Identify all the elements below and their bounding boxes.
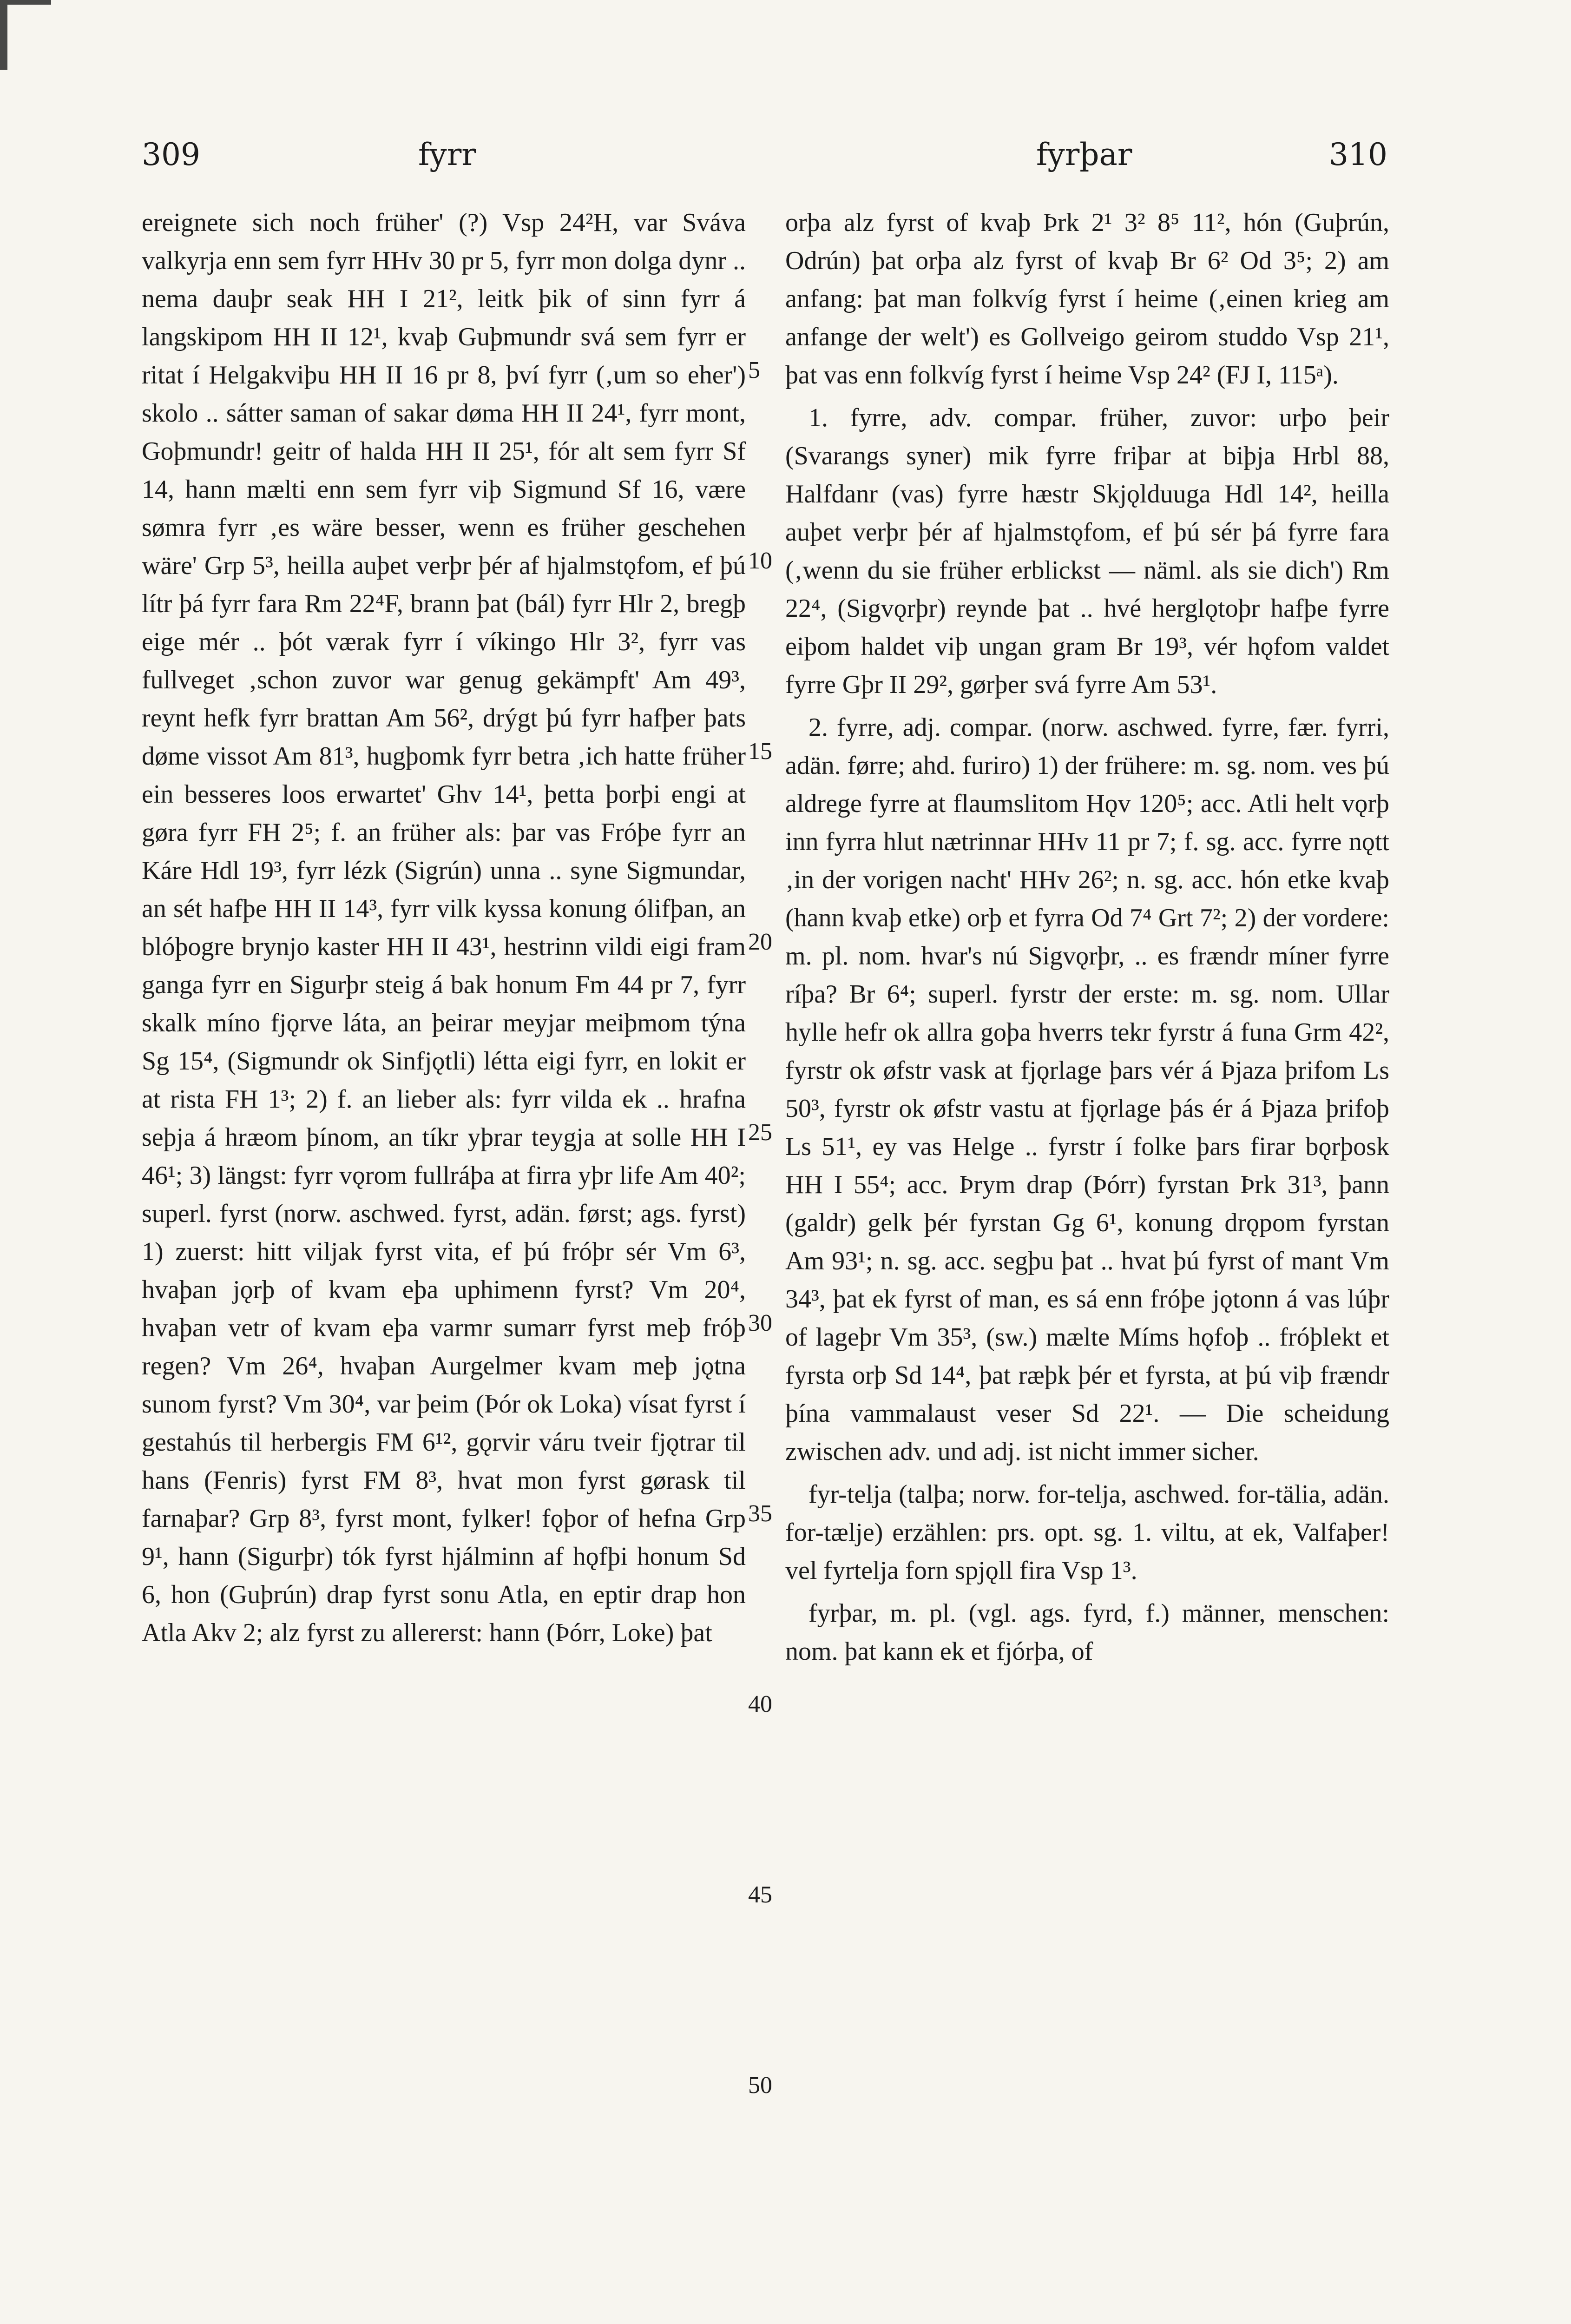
entry-fyr-telja: fyr-telja (talþa; norw. for-telja, aschwed. for-tälia, adän. for-tælje) erzählen: prs. opt. sg. 1. viltu, at ek, Valfaþer! vel fyrtelja forn spjǫll fira Vsp 1³. <box>785 1480 1389 1585</box>
line-number: 10 <box>748 548 772 574</box>
line-number: 15 <box>748 738 772 765</box>
left-column-paragraph: ereignete sich noch früher' (?) Vsp 24²H, var Sváva valkyrja enn sem fyrr HHv 30 pr 5, fyrr mon dolga dynr .. nema dauþr seak HH I 21², leitk þik of sinn fyrr á langskipom HH II 12¹, kvaþ Guþmundr svá sem fyrr er ritat í Helgakviþu HH II 16 pr 8, því fyrr (‚um so eher') skolo .. sátter saman of sakar døma HH II 24¹, fyrr mont, Goþmundr! geitr of halda HH II 25¹, fór alt sem fyrr Sf 14, hann mælti enn sem fyrr viþ Sigmund Sf 16, være sømra fyrr ‚es wäre besser, wenn es früher geschehen wäre' Grp 5³, heilla auþet verþr þér af hjalmstǫfom, ef þú lítr þá fyrr fara Rm 22⁴F, brann þat (bál) fyrr Hlr 2, bregþ eige mér .. þót værak fyrr í víkingo Hlr 3², fyrr vas fullveget ‚schon zuvor war genug gekämpft' Am 49³, reynt hefk fyrr brattan Am 56², drýgt þú fyrr hafþer þats døme vissot Am 81³, hugþomk fyrr betra ‚ich hatte früher ein besseres loos erwartet' Ghv 14¹, þetta þorþi engi at gøra fyrr FH 2⁵; f. an früher als: þar vas Fróþe fyrr an Káre Hdl 19³, fyrr lézk (Sigrún) unna .. syne Sigmundar, an sét hafþe HH II 14³, fyrr vilk kyssa konung ólifþan, an blóþogre brynjo kaster HH II 43¹, hestrinn vildi eigi fram ganga fyrr en Sigurþr steig á bak honum Fm 44 pr 7, fyrr skalk míno fjǫrve láta, an þeirar meyjar meiþmom týna Sg 15⁴, (Sigmundr ok Sinfjǫtli) létta eigi fyrr, en lokit er at rista FH 1³; 2) f. an lieber als: fyrr vilda ek .. hrafna seþja á hræom þínom, an tíkr yþrar teygja at solle HH I 46¹; 3) längst: fyrr vǫrom fullráþa at firra yþr life Am 40²; superl. fyrst (norw. aschwed. fyrst, adän. først; ags. fyrst) 1) zuerst: hitt viljak fyrst vita, ef þú fróþr sér Vm 6³, hvaþan jǫrþ of kvam eþa uphimenn fyrst? Vm 20⁴, hvaþan vetr of kvam eþa varmr sumarr fyrst meþ fróþ regen? Vm 26⁴, hvaþan Aurgelmer kvam meþ jǫtna sunom fyrst? Vm 30⁴, var þeim (Þór ok Loka) vísat fyrst í gestahús til herbergis FM 6¹², gǫrvir váru tveir fjǫtrar til hans (Fenris) fyrst FM 8³, hvat mon fyrst gørask til farnaþar? Grp 8³, fyrst mont, fylker! fǫþor of hefna Grp 9¹, hann (Sigurþr) tók fyrst hjálminn af hǫfþi honum Sd 6, hon (Guþrún) drap fyrst sonu Atla, en eptir drap hon Atla Akv 2; alz fyrst zu allererst: hann (Þórr, Loke) þat <box>142 208 746 1647</box>
entry-fyrre-adjective: 2. fyrre, adj. compar. (norw. aschwed. fyrre, fær. fyrri, adän. førre; ahd. furiro) 1) der frühere: m. sg. nom. ves þú aldrege fyrre at flaumslitom Hǫv 120⁵; acc. Atli helt vǫrþ inn fyrra hlut nætrinnar HHv 11 pr 7; f. sg. acc. fyrre nǫtt ‚in der vorigen nacht' HHv 26²; n. sg. acc. hón etke kvaþ (hann kvaþ etke) orþ et fyrra Od 7⁴ Grt 7²; 2) der vordere: m. pl. nom. hvar's nú Sigvǫrþr, .. es frændr míner fyrre ríþa? Br 6⁴; superl. fyrstr der erste: m. sg. nom. Ullar hylle hefr ok allra goþa hverrs tekr fyrstr á funa Grm 42², fyrstr ok øfstr vask at fjǫrlage þars vér á Þjaza þrifom Ls 50³, fyrstr ok øfstr vastu at fjǫrlage þás ér á Þjaza þrifoþ Ls 51¹, ey vas Helge .. fyrstr í folke þars firar bǫrþosk HH I 55⁴; acc. Þrym drap (Þórr) fyrstan Þrk 31³, þann (galdr) gelk þér fyrstan Gg 6¹, konung drǫpom fyrstan Am 93¹; n. sg. acc. segþu þat .. hvat þú fyrst of mant Vm 34³, þat ek fyrst of man, es sá enn fróþe jǫtonn á vas lúþr of lageþr Vm 35³, (sw.) mælte Míms hǫfoþ .. fróþlekt et fyrsta orþ Sd 14⁴, þat ræþk þér et fyrsta, at þú viþ frændr þína vammalaust veser Sd 22¹. — Die scheidung zwischen adv. und adj. ist nicht immer sicher. <box>785 713 1390 1466</box>
left-column <box>142 204 746 1652</box>
scan-corner-mark <box>0 0 51 70</box>
line-number: 20 <box>748 929 772 955</box>
left-page-number: 309 <box>142 137 200 172</box>
line-number: 50 <box>748 2072 772 2099</box>
line-number: 45 <box>748 1882 772 1908</box>
entry-fyrthar: fyrþar, m. pl. (vgl. ags. fyrd, f.) männer, menschen: nom. þat kann ek et fjórþa, of <box>785 1599 1389 1666</box>
left-running-headword: fyrr <box>418 137 476 172</box>
right-running-headword: fyrþar <box>1036 137 1132 172</box>
line-number: 35 <box>748 1500 772 1527</box>
right-page-number: 310 <box>1329 137 1387 172</box>
line-number: 40 <box>748 1691 772 1717</box>
right-column <box>785 204 1389 1670</box>
right-column-paragraph: orþa alz fyrst of kvaþ Þrk 2¹ 3² 8⁵ 11², hón (Guþrún, Odrún) þat orþa alz fyrst of kvaþ Br 6² Od 3⁵; 2) am anfang: þat man folkvíg fyrst í heime (‚einen krieg am anfange der welt') es Gollveigo geirom studdo Vsp 21¹, þat vas enn folkvíg fyrst í heime Vsp 24² (FJ I, 115ᵃ). <box>785 208 1389 390</box>
line-number: 5 <box>748 357 760 383</box>
entry-fyrre-adverb: 1. fyrre, adv. compar. früher, zuvor: urþo þeir (Svarangs syner) mik fyrre friþar at biþja Hrbl 88, Halfdanr (vas) fyrre hæstr Skjǫlduuga Hdl 14², heilla auþet verþr þér af hjalmstǫfom, ef þú sér þá fyrre fara (‚wenn du sie früher erblickst — näml. als sie dich') Rm 22⁴, (Sigvǫrþr) reynde þat .. hvé herglǫtoþr hafþe fyrre eiþom haldet viþ ungan gram Br 19³, vér hǫfom valdet fyrre Gþr II 29², gørþer svá fyrre Am 53¹. <box>785 403 1389 699</box>
line-number: 25 <box>748 1119 772 1146</box>
line-number: 30 <box>748 1310 772 1336</box>
